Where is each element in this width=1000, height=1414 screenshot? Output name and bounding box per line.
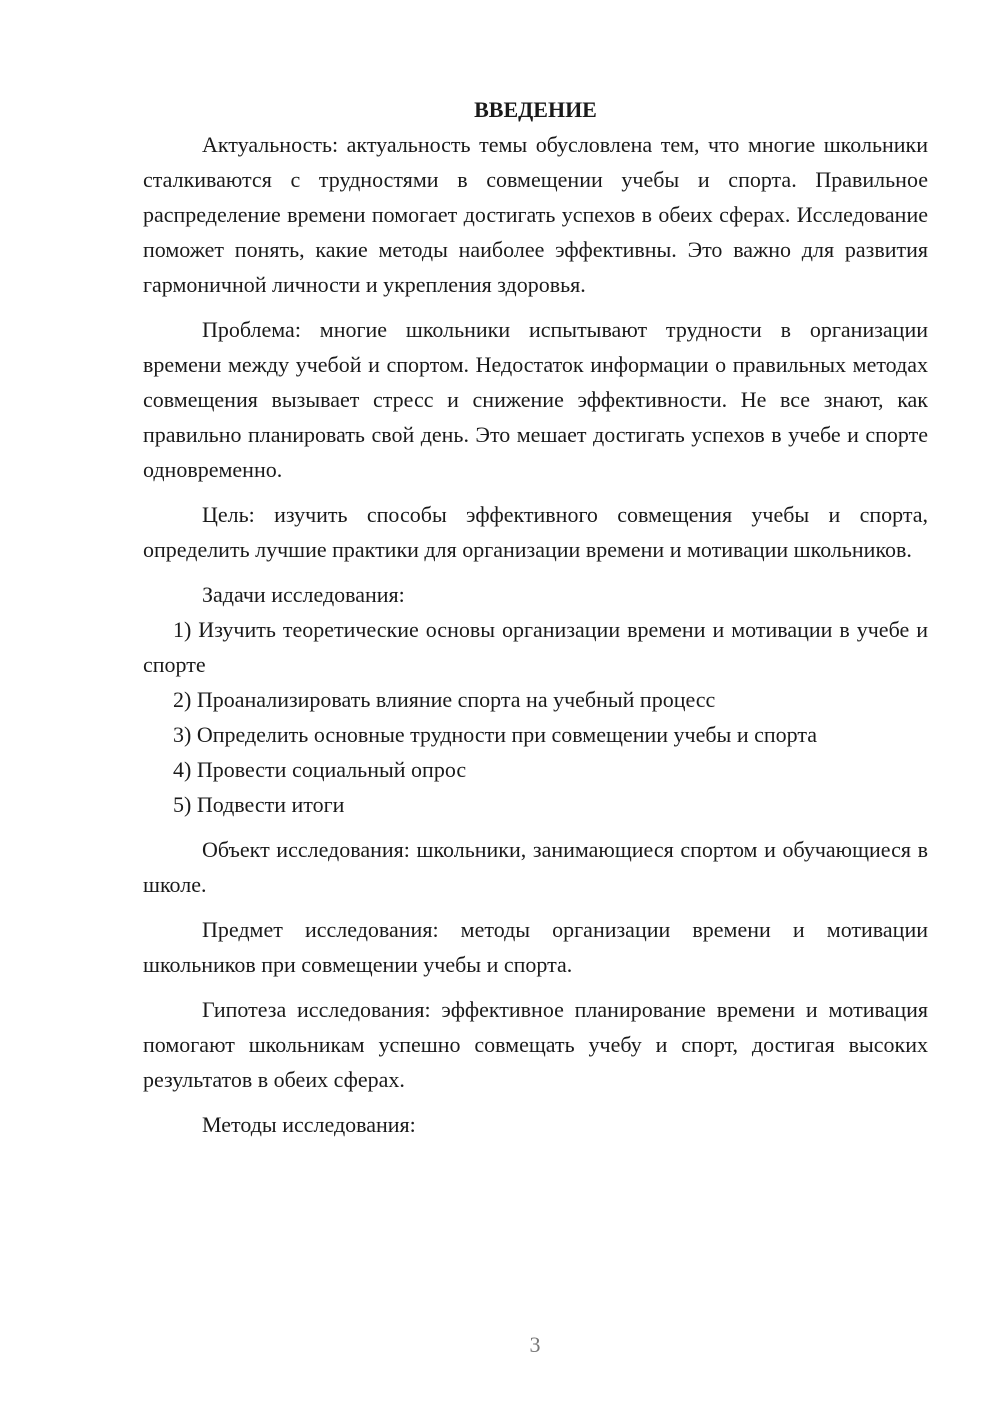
tasks-heading: Задачи исследования: [202, 582, 405, 607]
list-item: 3) Определить основные трудности при совмещении учебы и спорта [173, 722, 817, 747]
hypothesis-paragraph: Гипотеза исследования: эффективное планирование времени и мотивация помогают школьникам успешно совмещать учебу и спорт, достигая высоких результатов в обеих сферах. [143, 997, 928, 1092]
goal-paragraph: Цель: изучить способы эффективного совмещения учебы и спорта, определить лучшие практики для организации времени и мотивации школьников. [143, 502, 928, 562]
tasks-list [143, 612, 928, 822]
document-page [143, 92, 928, 1142]
list-item: 4) Провести социальный опрос [173, 757, 467, 782]
list-item: 1) Изучить теоретические основы организации времени и мотивации в учебе и спорте [143, 617, 928, 677]
list-item: 5) Подвести итоги [173, 792, 345, 817]
problem-paragraph: Проблема: многие школьники испытывают трудности в организации времени между учебой и спортом. Недостаток информации о правильных методах совмещения вызывает стресс и снижение эффективности. Не все знают, как правильно планировать свой день. Это мешает достигать успехов в учебе и спорте одновременно. [143, 317, 928, 482]
page-number: 3 [529, 1332, 541, 1357]
relevance-paragraph: Актуальность: актуальность темы обусловлена тем, что многие школьники сталкиваются с трудностями в совмещении учебы и спорта. Правильное распределение времени помогает достигать успехов в обеих сферах. Исследование поможет понять, какие методы наиболее эффективны. Это важно для развития гармоничной личности и укрепления здоровья. [143, 132, 928, 297]
methods-heading: Методы исследования: [202, 1112, 416, 1137]
object-paragraph: Объект исследования: школьники, занимающиеся спортом и обучающиеся в школе. [143, 837, 928, 897]
subject-paragraph: Предмет исследования: методы организации времени и мотивации школьников при совмещении учебы и спорта. [143, 917, 928, 977]
list-item: 2) Проанализировать влияние спорта на учебный процесс [173, 687, 716, 712]
section-title: ВВЕДЕНИЕ [474, 97, 597, 122]
